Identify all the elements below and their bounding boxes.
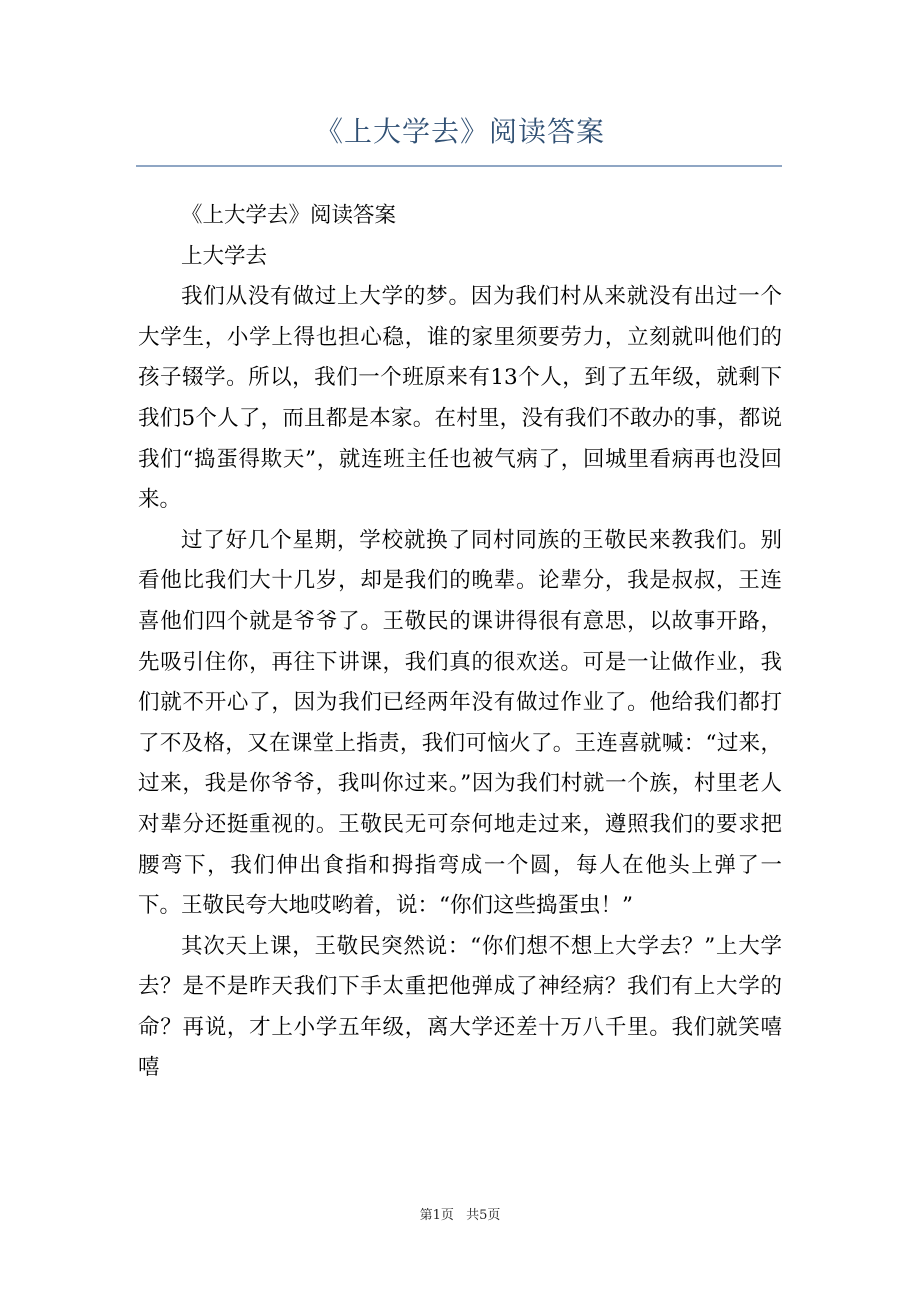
paragraph: 其次天上课，王敬民突然说：“你们想不想上大学去？”上大学去？是不是昨天我们下手太重把他弹成了神经病？我们有上大学的命？再说，才上小学五年级，离大学还差十万八千里。我们就笑嘻嘻 xyxy=(138,933,782,1081)
title-divider xyxy=(136,165,782,167)
page-number: 第1页 xyxy=(419,1208,454,1223)
page-footer xyxy=(0,1206,920,1226)
paragraph-subheading: 上大学去 xyxy=(181,243,268,269)
paragraph-heading: 《上大学去》阅读答案 xyxy=(181,203,397,228)
page-total: 共5页 xyxy=(466,1208,501,1223)
paragraph: 我们从没有做过上大学的梦。因为我们村从来就没有出过一个大学生，小学上得也担心稳，谁的家里须要劳力，立刻就叫他们的孩子辍学。所以，我们一个班原来有13个人，到了五年级，就剩下我们5个人了，而且都是本家。在村里，没有我们不敢办的事，都说我们“捣蛋得欺天”，就连班主任也被气病了，回城里看病再也没回来。 xyxy=(138,284,782,513)
document-body xyxy=(138,196,782,1089)
paragraph: 过了好几个星期，学校就换了同村同族的王敬民来教我们。别看他比我们大十几岁，却是我们的晚辈。论辈分，我是叔叔，王连喜他们四个就是爷爷了。王敬民的课讲得很有意思，以故事开路，先吸引住你，再往下讲课，我们真的很欢送。可是一让做作业，我们就不开心了，因为我们已经两年没有做过作业了。他给我们都打了不及格，又在课堂上指责，我们可恼火了。王连喜就喊：“过来，过来，我是你爷爷，我叫你过来。”因为我们村就一个族，村里老人对辈分还挺重视的。王敬民无可奈何地走过来，遵照我们的要求把腰弯下，我们伸出食指和拇指弯成一个圆，每人在他头上弹了一下。王敬民夸大地哎哟着，说：“你们这些捣蛋虫！” xyxy=(138,527,782,919)
page-title: 《上大学去》阅读答案 xyxy=(314,115,605,148)
